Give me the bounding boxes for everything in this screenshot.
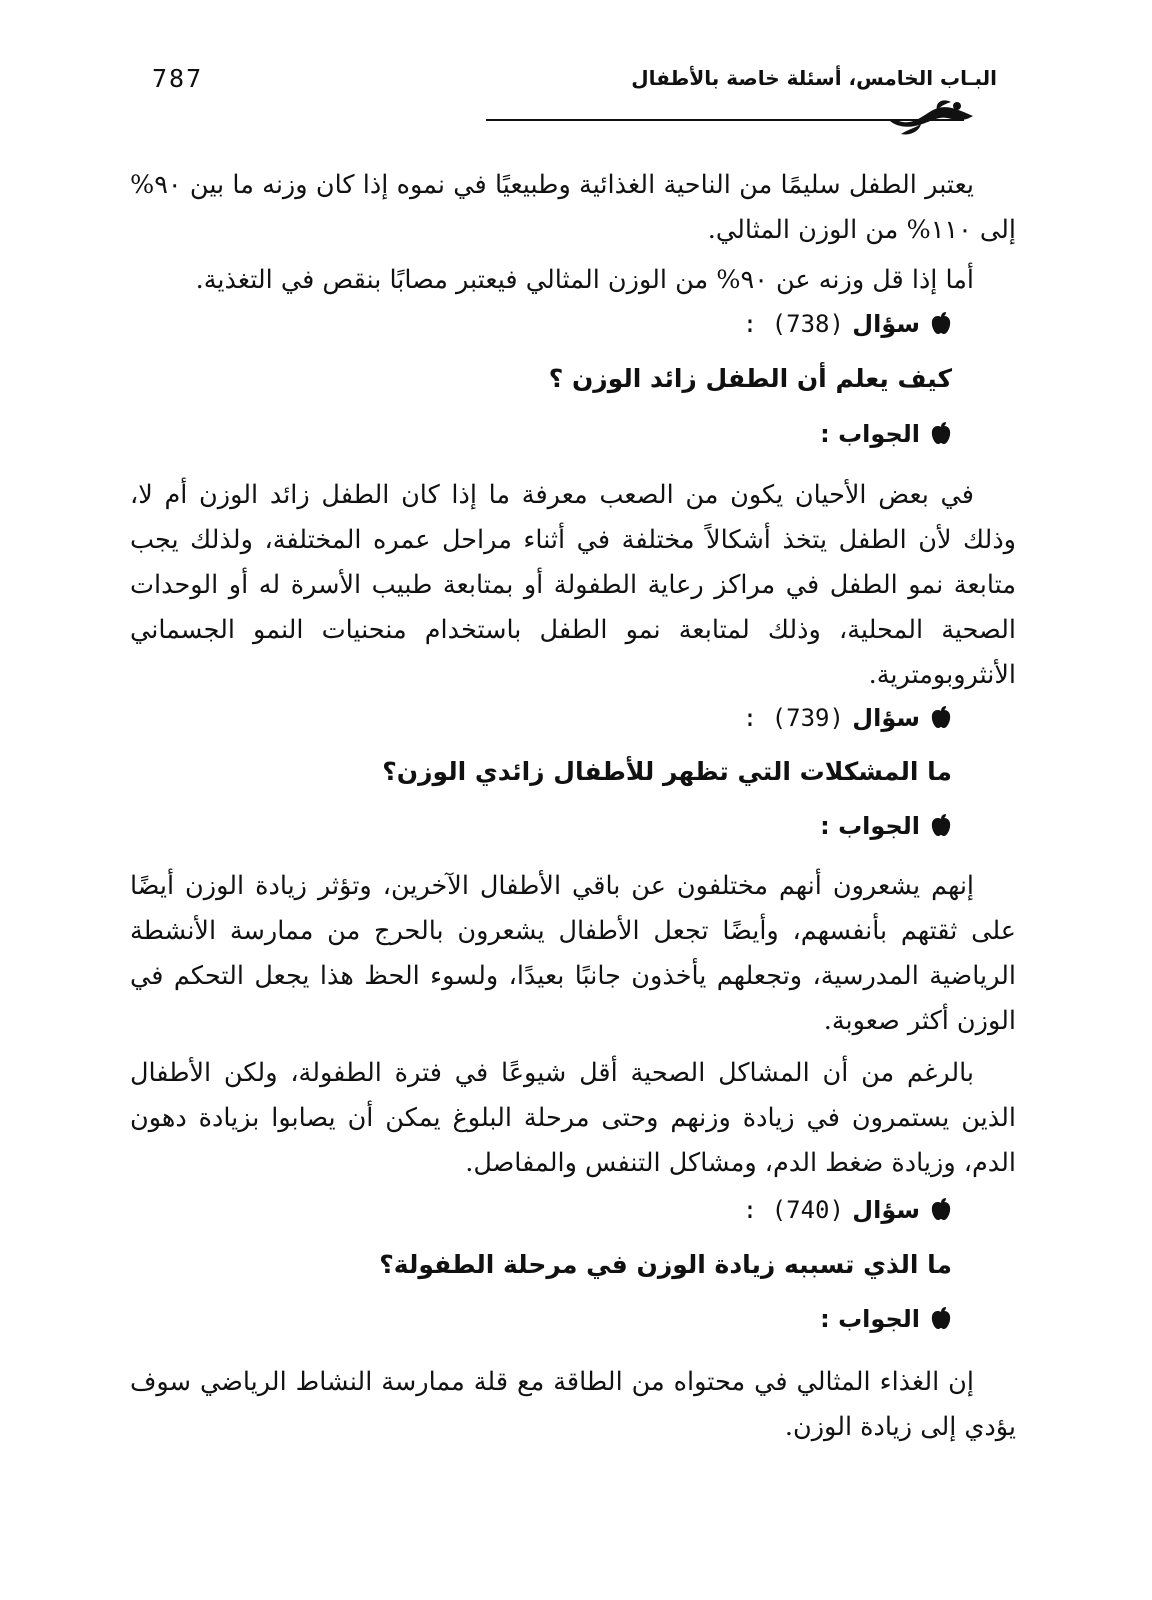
answer-738-label [820,420,952,448]
apple-bullet-icon [930,1306,952,1330]
running-title: البـاب الخامس، أسئلة خاصة بالأطفال [631,66,997,90]
apple-bullet-icon [930,813,952,837]
question-number: (738) : [742,310,844,338]
page-number: 787 [152,64,204,93]
apple-bullet-icon [930,421,952,445]
apple-bullet-icon [930,705,952,729]
question-740-label [743,1196,952,1224]
answer-word: الجواب : [820,420,920,448]
answer-word: الجواب : [820,1305,920,1333]
paragraph-weight-gain-cause: إن الغذاء المثالي في محتواه من الطاقة مع قلة ممارسة النشاط الرياضي سوف يؤدي إلى زيادة الوزن. [130,1367,1016,1442]
paragraph-psychological-effects: إنهم يشعرون أنهم مختلفون عن باقي الأطفال الآخرين، وتؤثر زيادة الوزن أيضًا على ثقتهم بأنفسهم، وأيضًا تجعل الأطفال يشعرون بالحرج من ممارسة الأنشطة الرياضية المدرسية، وتجعلهم يأخذون جانبًا بعيدًا، ولسوء الحظ هذا يجعل التحكم في الوزن أكثر صعوبة. [130,871,1017,1036]
question-word: سؤال [852,310,920,338]
question-number: (739) : [742,704,844,732]
question-740-title: ما الذي تسببه زيادة الوزن في مرحلة الطفولة؟ [379,1250,952,1279]
leaf-ornament-icon [885,98,975,138]
question-738-title: كيف يعلم أن الطفل زائد الوزن ؟ [548,364,952,393]
question-number: (740) : [742,1196,844,1224]
question-738-label [743,310,952,338]
answer-word: الجواب : [820,812,920,840]
paragraph-normal-weight: يعتبر الطفل سليمًا من الناحية الغذائية وطبيعيًا في نموه إذا كان وزنه ما بين ٩٠% إلى ١١٠% من الوزن المثالي. [130,170,1016,245]
question-739-title: ما المشكلات التي تظهر للأطفال زائدي الوزن؟ [382,757,952,786]
apple-bullet-icon [930,311,952,335]
paragraph-undernutrition: أما إذا قل وزنه عن ٩٠% من الوزن المثالي فيعتبر مصابًا بنقص في التغذية. [195,265,974,295]
question-word: سؤال [852,704,920,732]
paragraph-growth-monitoring: في بعض الأحيان يكون من الصعب معرفة ما إذا كان الطفل زائد الوزن أم لا، وذلك لأن الطفل يتخذ أشكالاً مختلفة في أثناء مراحل عمره المختلفة، ولذلك يجب متابعة نمو الطفل في مراكز رعاية الطفولة أو بمتابعة طبيب الأسرة له أو الوحدات الصحية المحلية، وذلك لمتابعة نمو الطفل باستخدام منحنيات النمو الجسماني الأنثروبومترية. [130,480,1016,690]
answer-739-label [820,812,952,840]
answer-740-label [820,1305,952,1333]
question-739-label [743,704,952,732]
question-word: سؤال [852,1196,920,1224]
paragraph-health-problems: بالرغم من أن المشاكل الصحية أقل شيوعًا في فترة الطفولة، ولكن الأطفال الذين يستمرون في زيادة وزنهم وحتى مرحلة البلوغ يمكن أن يصابوا بزيادة دهون الدم، وزيادة ضغط الدم، ومشاكل التنفس والمفاصل. [130,1058,1016,1178]
apple-bullet-icon [930,1197,952,1221]
